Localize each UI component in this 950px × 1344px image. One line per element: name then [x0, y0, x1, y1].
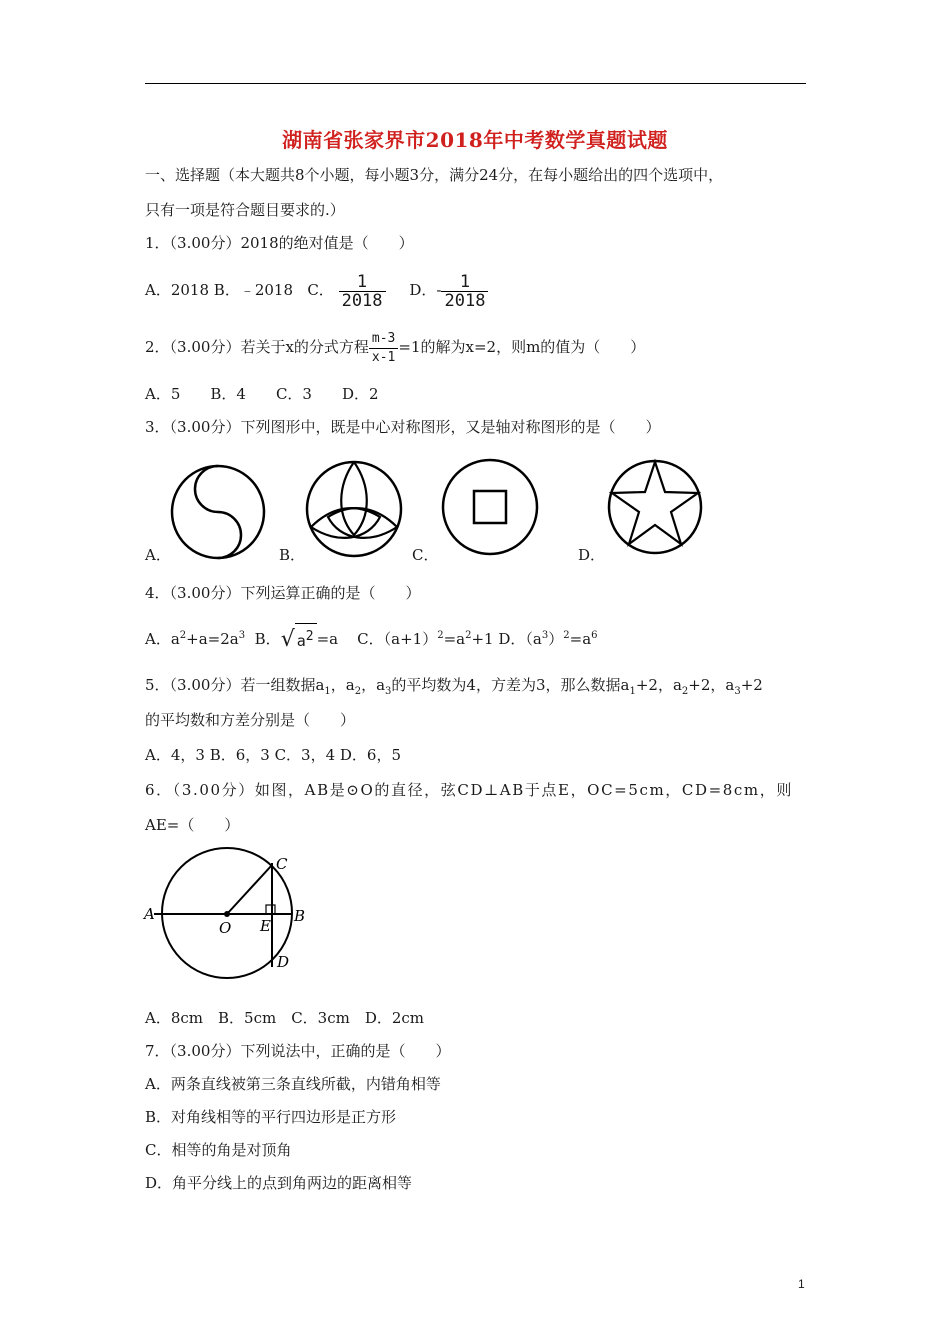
- q5-stem-line-2: 的平均数和方差分别是（ ）: [145, 711, 356, 729]
- q3-label-a: A．: [145, 546, 171, 564]
- q1-option-d: D．: [409, 281, 437, 299]
- q5-stem-line-1: 5．（3.00分）若一组数据$a_1$，$a_2$，$a_3$的平均数为4，方差为3，那么数据$a_1+2$，$a_2+2$，$a_3+2$: [145, 676, 763, 697]
- section-heading-line-1: 一、选择题（本大题共8个小题，每小题3分，满分24分，在每小题给出的四个选项中，: [145, 166, 724, 184]
- q7-stem: 7．（3.00分）下列说法中，正确的是（ ）: [145, 1042, 451, 1060]
- q7-option-d: D．角平分线上的点到角两边的距离相等: [145, 1174, 413, 1192]
- label-e: E: [260, 917, 271, 935]
- q1-option-c: C．: [307, 281, 334, 299]
- q3-label-d: D．: [578, 546, 606, 564]
- trefoil-figure: [298, 455, 408, 565]
- q7-option-b: B．对角线相等的平行四边形是正方形: [145, 1108, 397, 1126]
- section-heading-line-2: 只有一项是符合题目要求的.）: [145, 201, 345, 219]
- q1-fraction-c: $\frac{1}{2018}$: [339, 273, 386, 310]
- coin-square-figure: [438, 455, 548, 565]
- q7-option-c: C．相等的角是对顶角: [145, 1141, 292, 1159]
- q2-options: A．5 B．4 C．3 D．2: [145, 385, 379, 403]
- q3-stem: 3．（3.00分）下列图形中，既是中心对称图形，又是轴对称图形的是（ ）: [145, 418, 661, 436]
- q7-option-a: A．两条直线被第三条直线所截，内错角相等: [145, 1075, 441, 1093]
- q2-stem-pre: 2．（3.00分）若关于x的分式方程: [145, 338, 369, 356]
- q2-stem-post: =1的解为x=2，则m的值为（ ）: [398, 338, 646, 356]
- label-a: A: [144, 905, 155, 923]
- q1-options: [145, 270, 488, 310]
- star-in-circle-figure: [602, 455, 712, 565]
- q4-stem: 4．（3.00分）下列运算正确的是（ ）: [145, 584, 421, 602]
- q1-option-b: B．﹣2018: [213, 281, 293, 299]
- circle-chord-figure: [140, 843, 315, 983]
- page-number: 1: [798, 1277, 805, 1291]
- label-d: D: [277, 953, 290, 971]
- q6-stem-line-1: 6．（3.00分）如图，AB是⊙O的直径，弦CD⊥AB于点E，OC=5cm，CD=8cm，则: [145, 781, 793, 799]
- yin-yang-figure: [165, 455, 275, 565]
- label-b: B: [294, 907, 306, 925]
- q1-minus-sign: -: [436, 281, 442, 299]
- q6-options: A．8cm B．5cm C．3cm D．2cm: [145, 1009, 425, 1027]
- q4-sqrt: √ $a^2$: [281, 623, 317, 658]
- q4-option-b-label: B．: [254, 630, 281, 648]
- q4-options: A．$a^2+a=2a^3$ B．√ $a^2 =a$ C．$(a+1)^2=a^2+1$ D．$(a^3)^2=a^6$: [145, 622, 598, 658]
- q3-label-c: C．: [412, 546, 439, 564]
- header-rule: [145, 83, 806, 84]
- q1-fraction-d: $\frac{1}{2018}$: [441, 273, 488, 310]
- q2-fraction: $\frac{m-3}{x-1}$: [369, 330, 398, 367]
- q1-option-a: A．2018: [145, 281, 210, 299]
- q1-stem: 1．（3.00分）2018的绝对值是（ ）: [145, 234, 414, 252]
- q3-label-b: B．: [279, 546, 306, 564]
- q2-stem: [145, 326, 645, 368]
- q6-stem-line-2: AE=（ ）: [145, 816, 240, 834]
- q5-options: A．4，3 B．6，3 C．3，4 D．6，5: [145, 746, 402, 764]
- label-c: C: [276, 855, 288, 873]
- label-o: O: [219, 919, 232, 937]
- page-title: 湖南省张家界市2018年中考数学真题试题: [282, 128, 668, 152]
